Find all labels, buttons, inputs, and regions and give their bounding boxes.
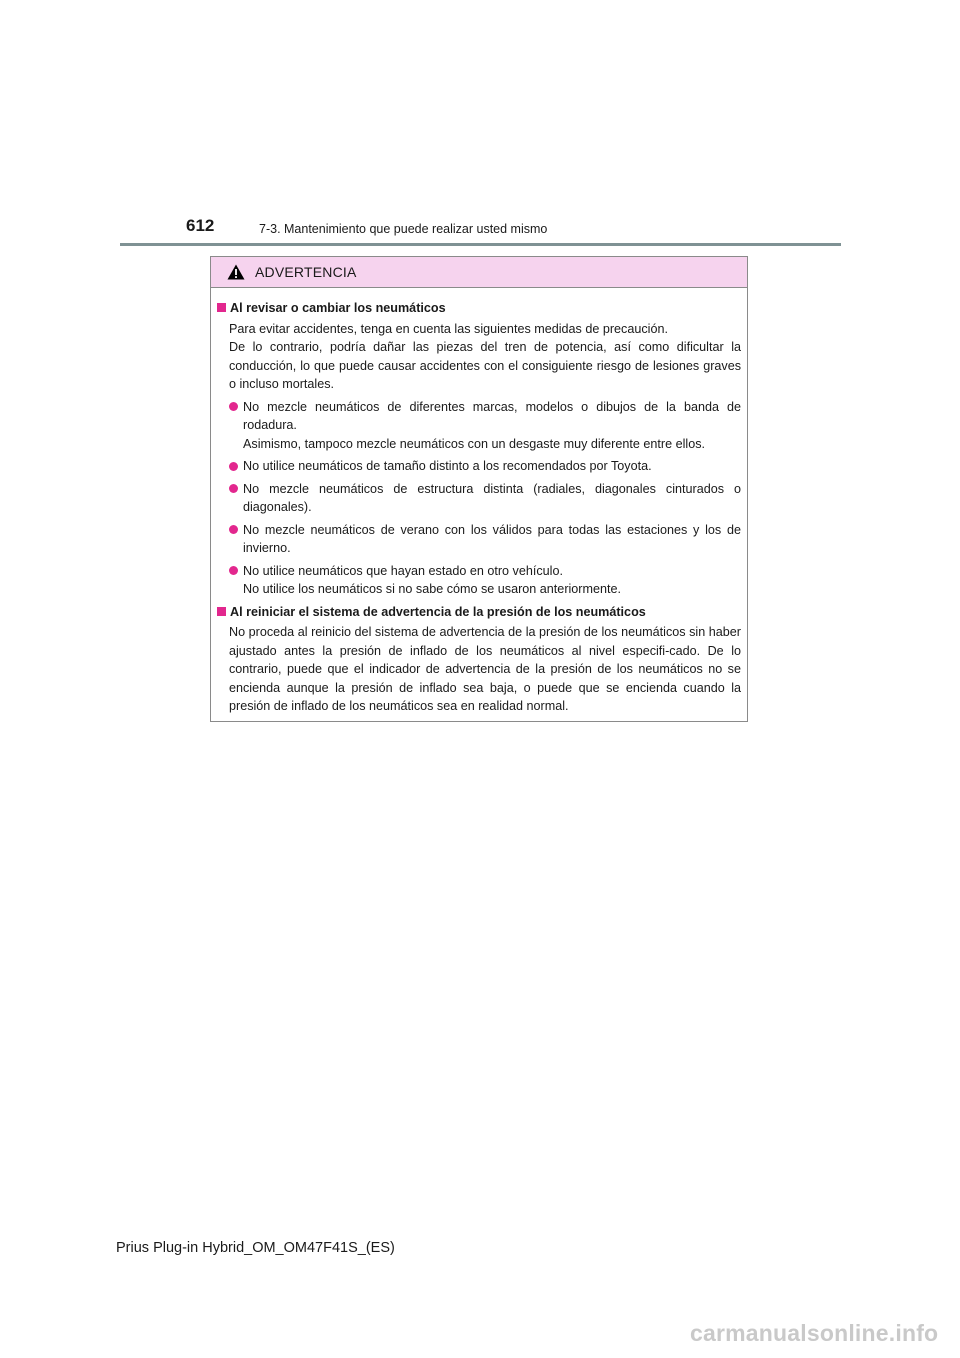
square-bullet-icon <box>217 607 226 616</box>
circle-bullet-icon <box>229 462 238 471</box>
circle-bullet-icon <box>229 484 238 493</box>
precaution-list <box>229 398 741 599</box>
section-intro <box>229 320 741 394</box>
list-item-text: No utilice neumáticos que hayan estado en otro vehículo. <box>243 563 563 578</box>
list-item <box>229 457 741 476</box>
list-item-subtext: Asimismo, tampoco mezcle neumáticos con un desgaste muy diferente entre ellos. <box>243 436 705 451</box>
warning-body <box>211 288 747 716</box>
page-number: 612 <box>186 216 215 235</box>
list-item <box>229 398 741 454</box>
section-heading-1 <box>217 299 741 318</box>
footer-document-id: Prius Plug-in Hybrid_OM_OM47F41S_(ES) <box>116 1240 395 1256</box>
warning-box <box>210 256 748 722</box>
list-item-text: No mezcle neumáticos de estructura distinta (radiales, diagonales cinturados o diagonales). <box>243 481 741 514</box>
circle-bullet-icon <box>229 566 238 575</box>
list-item-text: No utilice neumáticos de tamaño distinto a los recomendados por Toyota. <box>243 459 652 473</box>
watermark: carmanualsonline.info <box>690 1320 939 1346</box>
section-title: 7-3. Mantenimiento que puede realizar usted mismo <box>259 222 548 236</box>
intro-line: Para evitar accidentes, tenga en cuenta las siguientes medidas de precaución. <box>229 321 668 336</box>
section-heading-text: Al revisar o cambiar los neumáticos <box>230 301 446 315</box>
header-rule <box>120 243 841 246</box>
warning-triangle-icon <box>227 264 245 280</box>
list-item <box>229 480 741 517</box>
section-heading-2 <box>217 603 741 622</box>
intro-consequence: De lo contrario, podría dañar las piezas del tren de potencia, así como dificultar la conducción, lo que puede causar accidentes con el consiguiente riesgo de lesiones graves o incluso mortales. <box>229 340 741 391</box>
section-heading-text: Al reiniciar el sistema de advertencia de la presión de los neumáticos <box>230 604 646 619</box>
section-body-text: No proceda al reinicio del sistema de advertencia de la presión de los neumáticos sin haber ajustado antes la presión de inflado de los neumáticos al nivel especifi-cado. De lo contrario, puede que el indicador de advertencia de la presión de los neumáticos no se encienda aunque la presión de inflado sea baja, o puede que se encienda cuando la presión de inflado de los neumáticos sea en realidad normal. <box>229 625 741 713</box>
list-item-subtext: No utilice los neumáticos si no sabe cómo se usaron anteriormente. <box>243 582 622 596</box>
list-item-text: No mezcle neumáticos de verano con los válidos para todas las estaciones y los de invierno. <box>243 522 741 555</box>
square-bullet-icon <box>217 303 226 312</box>
list-item <box>229 562 741 599</box>
circle-bullet-icon <box>229 525 238 534</box>
warning-title: ADVERTENCIA <box>255 264 357 280</box>
list-item <box>229 521 741 558</box>
circle-bullet-icon <box>229 402 238 411</box>
section-body <box>229 623 741 716</box>
list-item-text: No mezcle neumáticos de diferentes marcas, modelos o dibujos de la banda de rodadura. <box>243 399 741 432</box>
warning-header <box>211 257 747 288</box>
